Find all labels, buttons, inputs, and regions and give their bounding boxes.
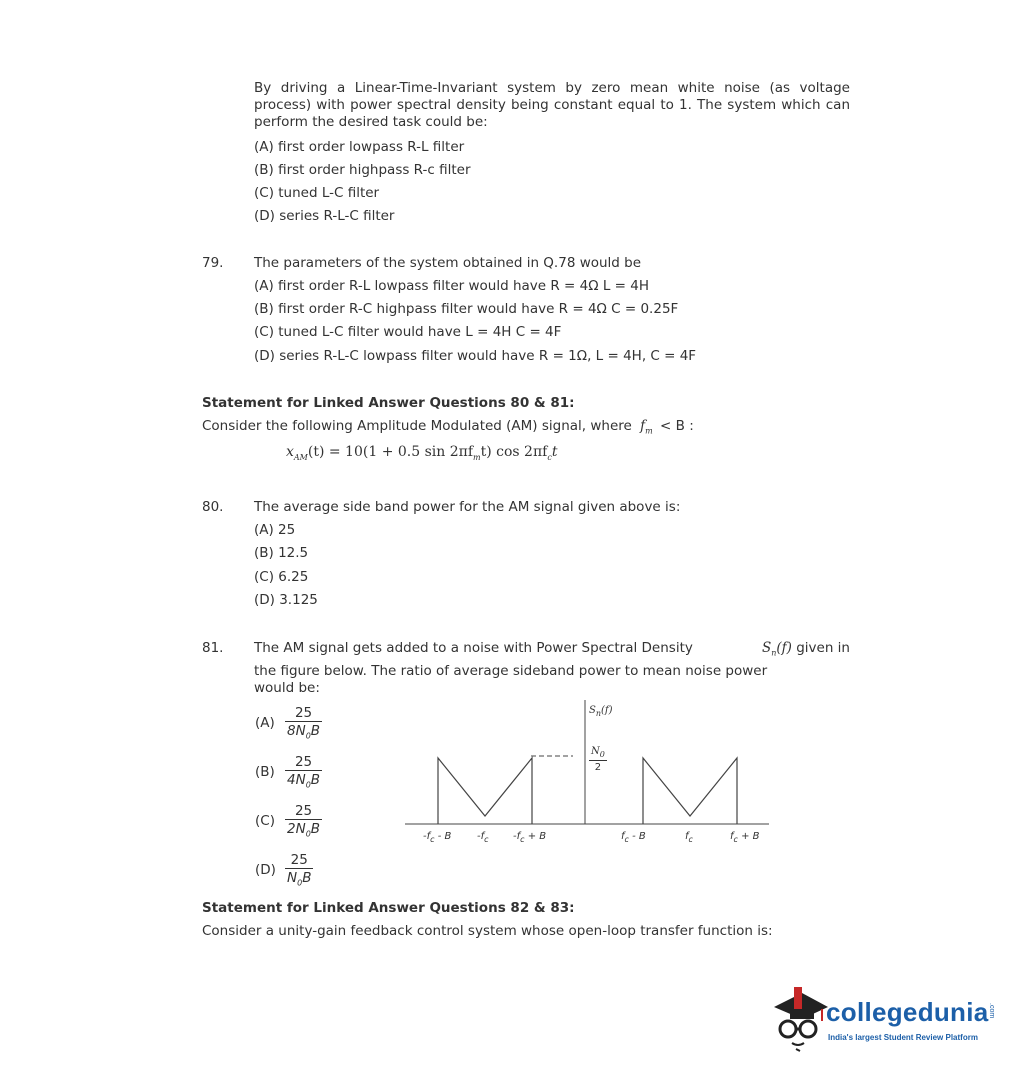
q81-text-line3: would be: bbox=[254, 680, 320, 696]
q81-option-d-label: (D) bbox=[255, 862, 276, 878]
q80-text: The average side band power for the AM signal given above is: bbox=[254, 499, 681, 515]
q79-text: The parameters of the system obtained in Q.78 would be bbox=[254, 255, 642, 271]
am-signal-equation: $x_{AM}(t) = 10(1 + 0.5$ $\sin 2\pi f_mt$) $\cos 2\pi f_ct$ bbox=[286, 444, 558, 462]
q80-option-b: (B) 12.5 bbox=[254, 545, 309, 561]
q80-option-a: (A) 25 bbox=[254, 522, 296, 538]
left-psd-shape bbox=[438, 758, 532, 824]
q81-option-d-fraction: $\frac{25}{N_0B}$ bbox=[287, 852, 312, 888]
q79-number: 79. bbox=[202, 255, 224, 271]
linked-80-81-text: Consider the following Amplitude Modulated (AM) signal, where $f_m < B$ : bbox=[202, 418, 694, 436]
logo-tagline: India's largest Student Review Platform bbox=[828, 1033, 978, 1042]
tick-label-fc-plus-b: $f_c + B$ bbox=[730, 831, 760, 844]
level-label: $\frac{N_0}{2}$ bbox=[591, 746, 605, 773]
q81-number: 81. bbox=[202, 640, 224, 656]
q80-option-c: (C) 6.25 bbox=[254, 569, 309, 585]
q78-option-d: (D) series R-L-C filter bbox=[254, 208, 395, 224]
logo-wordmark: collegedunia bbox=[826, 997, 989, 1027]
psd-diagram-svg bbox=[405, 700, 785, 850]
q79-option-b: (B) first order R-C highpass filter would have R = 4Ω C = 0.25F bbox=[254, 301, 679, 317]
psd-axis-label: $S_n(f)$ bbox=[589, 705, 613, 718]
q81-text-line1: The AM signal gets added to a noise with Power Spectral Density $S_n(f)$ given in bbox=[254, 640, 850, 658]
tick-label-neg-fc: $-f_c$ bbox=[477, 831, 489, 844]
linked-82-83-heading: Statement for Linked Answer Questions 82 & 83: bbox=[202, 900, 575, 916]
q79-option-a: (A) first order R-L lowpass filter would have R = 4Ω L = 4H bbox=[254, 278, 649, 294]
q78-option-a: (A) first order lowpass R-L filter bbox=[254, 139, 465, 155]
q78-option-b: (B) first order highpass R-c filter bbox=[254, 162, 471, 178]
logo-suffix: .com bbox=[988, 1003, 995, 1019]
tick-label-fc-minus-b: $f_c$ - B bbox=[621, 831, 646, 844]
q80-number: 80. bbox=[202, 499, 224, 515]
tick-label-neg-fc-plus-b: $-f_c + B$ bbox=[513, 831, 547, 844]
q81-option-c-label: (C) bbox=[255, 813, 275, 829]
tick-label-neg-fc-minus-b: $-f_c$ - B bbox=[423, 831, 452, 844]
psd-figure bbox=[405, 700, 785, 850]
q81-text-line2: the figure below. The ratio of average sideband power to mean noise power bbox=[254, 663, 768, 679]
linked-82-83-text: Consider a unity-gain feedback control system whose open-loop transfer function is: bbox=[202, 923, 773, 939]
grad-cap-face-icon bbox=[766, 985, 830, 1053]
q81-option-a-label: (A) bbox=[255, 715, 275, 731]
linked-80-81-heading: Statement for Linked Answer Questions 80 & 81: bbox=[202, 395, 575, 411]
collegedunia-logo[interactable] bbox=[766, 985, 996, 1055]
tick-label-fc: $f_c$ bbox=[685, 831, 693, 844]
q81-option-a-fraction: $\frac{25}{8N_0B}$ bbox=[287, 705, 321, 741]
q79-option-d: (D) series R-L-C lowpass filter would have R = 1Ω, L = 4H, C = 4F bbox=[254, 348, 697, 364]
q80-option-d: (D) 3.125 bbox=[254, 592, 318, 608]
q81-option-c-fraction: $\frac{25}{2N_0B}$ bbox=[287, 803, 321, 839]
q81-option-b-label: (B) bbox=[255, 764, 275, 780]
q81-option-b-fraction: $\frac{25}{4N_0B}$ bbox=[287, 754, 321, 790]
q79-option-c: (C) tuned L-C filter would have L = 4H C = 4F bbox=[254, 324, 562, 340]
right-psd-shape bbox=[643, 758, 737, 824]
q78-text: By driving a Linear-Time-Invariant system by zero mean white noise (as voltage process) with power spectral density being constant equal to 1. The system which can perform the desired task could be: bbox=[254, 80, 850, 130]
q78-option-c: (C) tuned L-C filter bbox=[254, 185, 380, 201]
